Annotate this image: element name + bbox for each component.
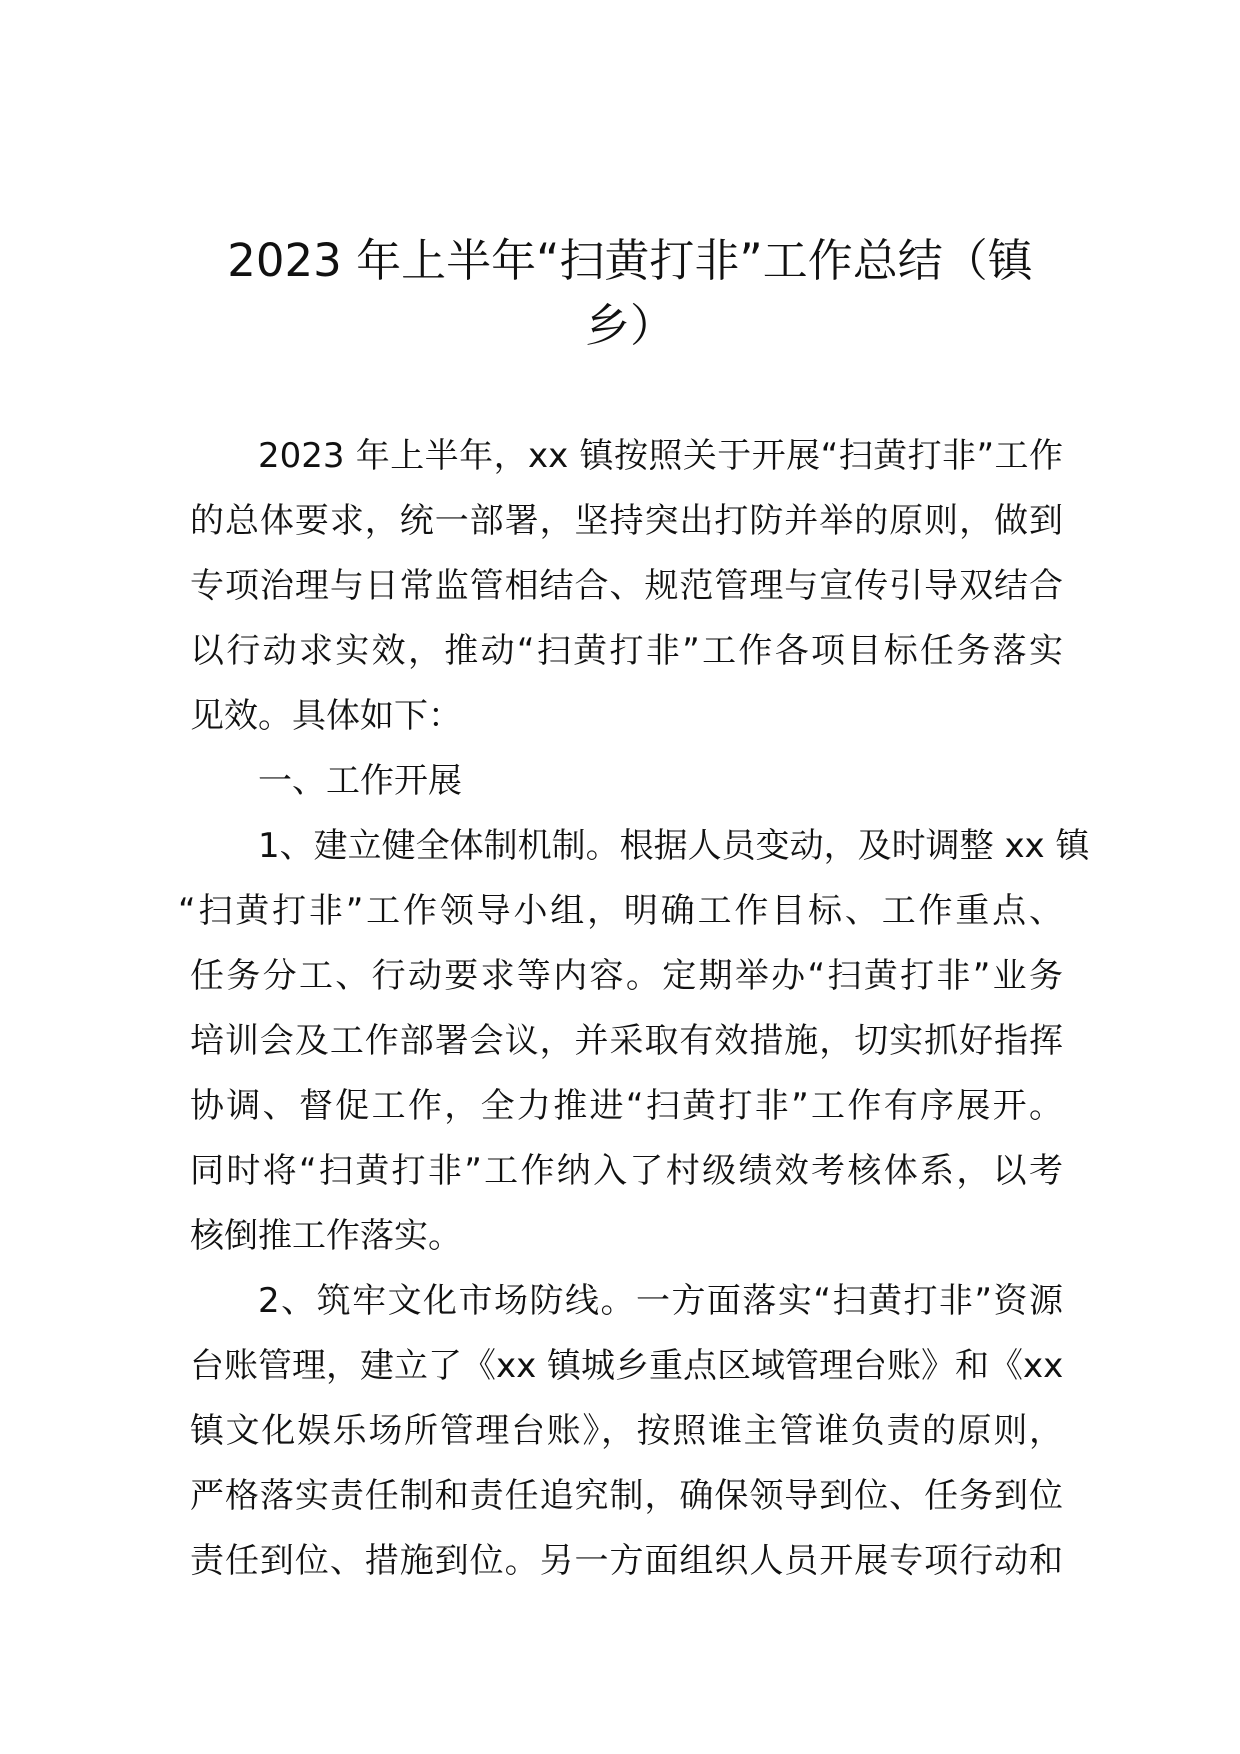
text-line: 协调、督促工作，全力推进“扫黄打非”工作有序展开。 (190, 1086, 1063, 1126)
text-line: 台账管理，建立了《xx 镇城乡重点区域管理台账》和《xx (190, 1346, 1064, 1386)
section-heading (190, 749, 1063, 814)
section-heading-text: 一、工作开展 (258, 761, 462, 801)
document-title (190, 228, 1070, 358)
text-line: 1、建立健全体制机制。根据人员变动，及时调整 xx 镇 (258, 826, 1090, 866)
text-line: 责任到位、措施到位。另一方面组织人员开展专项行动和 (190, 1541, 1063, 1581)
title-line-1: 2023 年上半年“扫黄打非”工作总结（镇 (227, 234, 1033, 287)
text-line: 培训会及工作部署会议，并采取有效措施，切实抓好指挥 (190, 1021, 1063, 1061)
paragraph-item-2 (190, 1269, 1063, 1594)
text-line: 见效。具体如下： (190, 696, 462, 736)
text-line: “扫黄打非”工作领导小组，明确工作目标、工作重点、 (178, 891, 1063, 931)
text-line: 核倒推工作落实。 (190, 1216, 462, 1256)
text-line: 2、筑牢文化市场防线。一方面落实“扫黄打非”资源 (258, 1281, 1063, 1321)
document-body (178, 424, 1090, 1594)
paragraph-item-1 (178, 814, 1090, 1269)
text-line: 的总体要求，统一部署，坚持突出打防并举的原则，做到 (190, 501, 1063, 541)
text-line: 以行动求实效，推动“扫黄打非”工作各项目标任务落实 (190, 631, 1063, 671)
text-line: 2023 年上半年，xx 镇按照关于开展“扫黄打非”工作 (258, 436, 1063, 476)
title-line-2: 乡） (584, 299, 675, 352)
paragraph-intro (190, 424, 1063, 749)
text-line: 同时将“扫黄打非”工作纳入了村级绩效考核体系，以考 (190, 1151, 1063, 1191)
text-line: 严格落实责任制和责任追究制，确保领导到位、任务到位 (190, 1476, 1063, 1516)
text-line: 镇文化娱乐场所管理台账》，按照谁主管谁负责的原则， (190, 1411, 1063, 1451)
text-line: 任务分工、行动要求等内容。定期举办“扫黄打非”业务 (190, 956, 1063, 996)
text-line: 专项治理与日常监管相结合、规范管理与宣传引导双结合 (190, 566, 1063, 606)
